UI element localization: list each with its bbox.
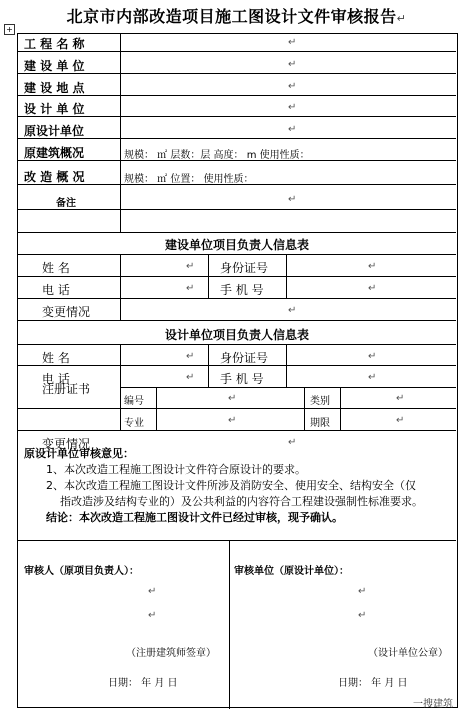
opinion-item-2a: 2、本次改造工程施工图设计文件所涉及消防安全、使用安全、结构安全（仅 bbox=[46, 479, 416, 492]
watermark: 一搜建筑 bbox=[413, 699, 453, 710]
design-id-label: 身份证号 bbox=[220, 351, 269, 365]
renovation-detail: 规模： ㎡ 位置： 使用性质： bbox=[124, 174, 254, 185]
review-unit-title: 审核单位（原设计单位）： bbox=[234, 566, 349, 577]
renovation-label: 改 造 概 况 bbox=[24, 170, 85, 184]
opinion-item-2b: 指改造涉及结构专业的）及公共利益的内容符合工程建设强制性标准要求。 bbox=[60, 495, 423, 508]
cert-number-label: 编号 bbox=[124, 396, 144, 407]
construction-section-heading: 建设单位项目负责人信息表 bbox=[164, 238, 309, 252]
cert-type-label: 类别 bbox=[310, 396, 330, 407]
original-building-label: 原建筑概况 bbox=[24, 146, 85, 160]
construction-site-label: 建 设 地 点 bbox=[24, 81, 85, 95]
cert-expiry-label: 期限 bbox=[310, 418, 330, 429]
construction-change-label: 变更情况 bbox=[42, 305, 91, 319]
design-unit-seal-note: （设计单位公章） bbox=[368, 648, 448, 659]
design-mobile-label: 手 机 号 bbox=[220, 372, 264, 386]
review-unit-date: 日期： 年 月 日 bbox=[338, 678, 408, 689]
design-unit-label: 设 计 单 位 bbox=[24, 102, 85, 116]
original-building-detail: 规模： ㎡ 层数：层 高度： m 使用性质： bbox=[124, 150, 310, 161]
opinion-conclusion: 结论：本次改造工程施工图设计文件已经过审核，现予确认。 bbox=[46, 511, 343, 524]
reviewer-title: 审核人（原项目负责人）： bbox=[24, 566, 139, 577]
architect-seal-note: （注册建筑师签章） bbox=[126, 648, 216, 659]
design-cert-label: 注册证书 bbox=[42, 382, 91, 396]
project-name-label: 工 程 名 称 bbox=[24, 37, 85, 51]
cert-major-label: 专业 bbox=[124, 418, 144, 429]
remark-label: 备注 bbox=[56, 198, 76, 209]
opinion-item-1: 1、本次改造工程施工图设计文件符合原设计的要求。 bbox=[46, 463, 306, 476]
construction-name-label: 姓 名 bbox=[42, 261, 70, 275]
construction-id-label: 身份证号 bbox=[220, 261, 269, 275]
page-title: 北京市内部改造项目施工图设计文件审核报告↵ bbox=[66, 7, 407, 26]
design-section-heading: 设计单位项目负责人信息表 bbox=[164, 328, 309, 342]
design-name-label: 姓 名 bbox=[42, 351, 70, 365]
design-phone-label: 电 话 bbox=[42, 372, 70, 386]
construction-unit-label: 建 设 单 位 bbox=[24, 59, 85, 73]
table-move-handle-icon[interactable]: + bbox=[4, 24, 15, 35]
design-change-label: 变更情况 bbox=[42, 437, 91, 451]
construction-mobile-label: 手 机 号 bbox=[220, 283, 264, 297]
original-design-unit-label: 原设计单位 bbox=[24, 124, 85, 138]
reviewer-date: 日期： 年 月 日 bbox=[108, 678, 178, 689]
construction-phone-label: 电 话 bbox=[42, 283, 70, 297]
opinion-heading: 原设计单位审核意见： bbox=[24, 447, 134, 460]
report-table: 工 程 名 称 ↵ 建 设 单 位 ↵ 建 设 地 点 ↵ 设 计 单 位 ↵ 原设计单位 ↵ 原建筑概况 规模： ㎡ 层数：层 高度： m 使用性质： 改 造 概 况 规模： ㎡ 位置： 使用性质： 备注 ↵ 建设单位项目负责人信息表 姓 名 身份证号 电 话 手 机 号 变更情况 ↵ ↵ ↵ ↵ ↵ 设计单位项目负责人信息表 姓 名 身份证号 电 话 手 机 号 注册证书 编号 类别 专业 期限 变更情况 ↵ ↵ ↵ ↵ ↵ ↵ ↵ ↵ ↵ 原设计单位审核意见： 1、本次改造工程施工图设计文件符合原设计的要求。 2、本次改造工程施工图设计文件所涉及消防安全、使用安全、结构安全（仅 指改造涉及结构专业的）及公共利益的内容符合工程建设强制性标准要求。 结论：本次改造工程施工图设计文件已经过审核，现予确认。 审核人（原项目负责人）： ↵ ↵ （注册建筑师签章） 日期： 年 月 日 审核单位（原设计单位）： ↵ ↵ （设计单位公章） 日期： 年 月 日 bbox=[17, 33, 458, 708]
